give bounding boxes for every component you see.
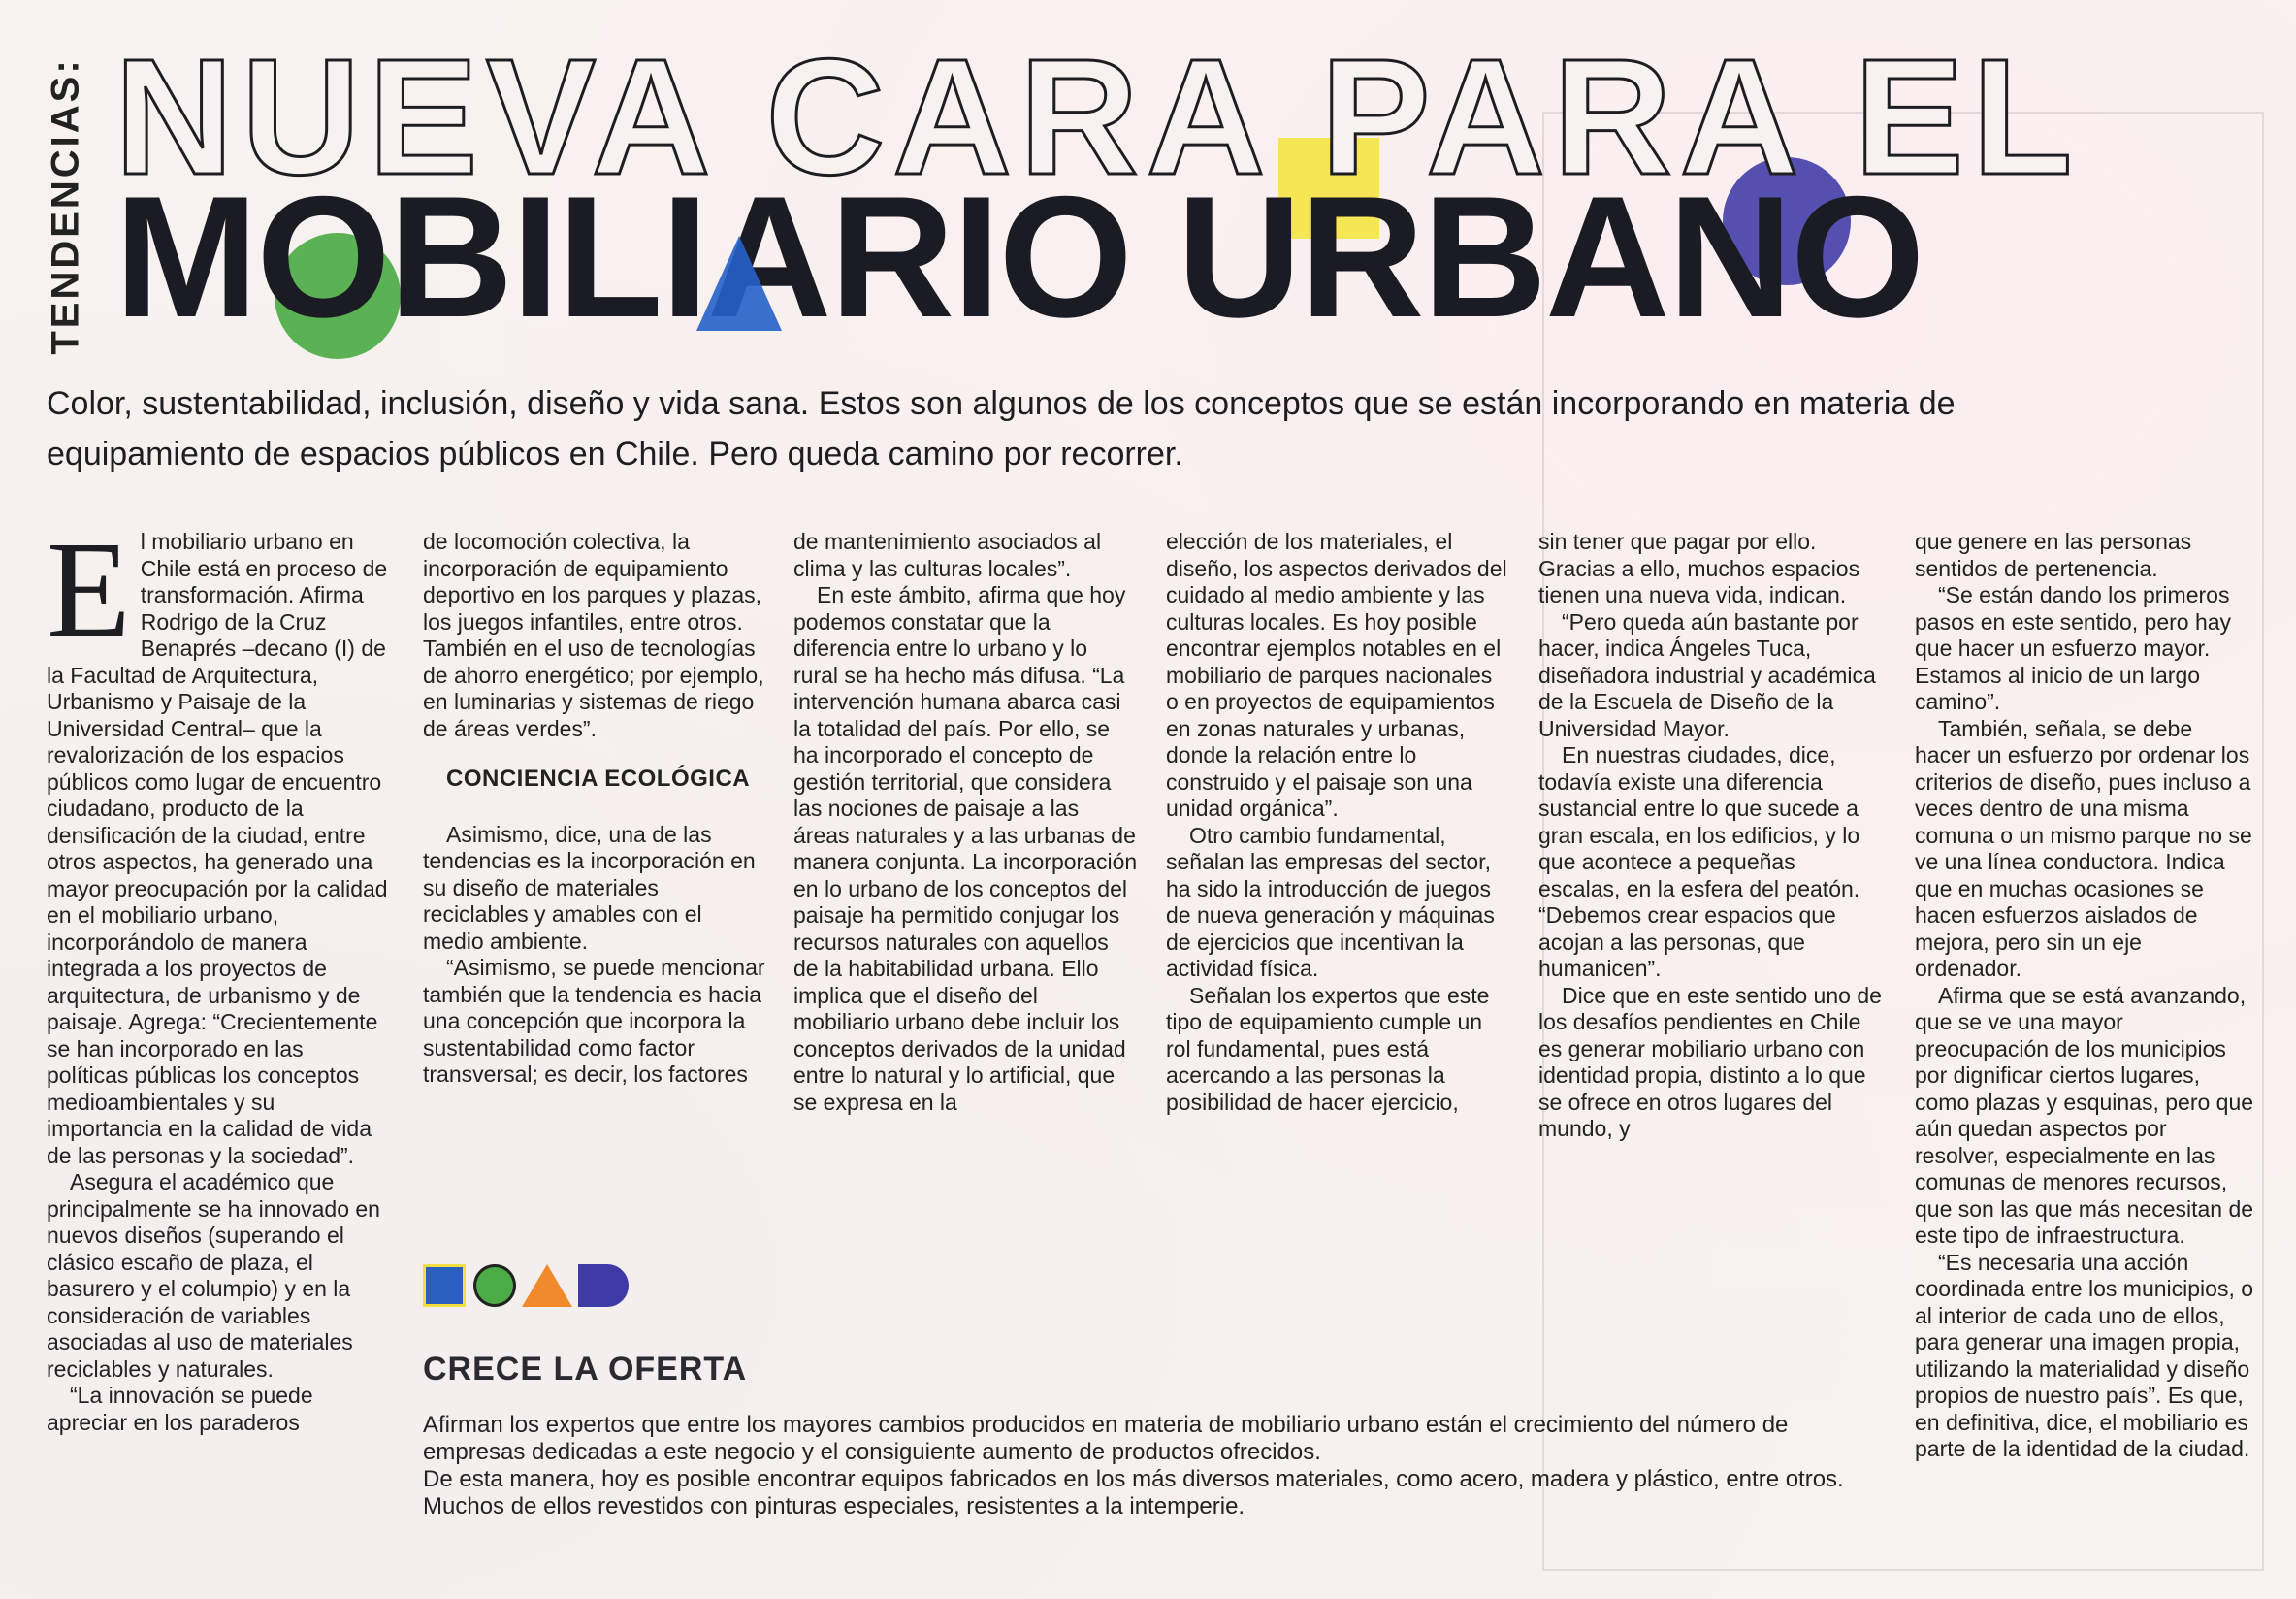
blue-triangle-shape (696, 236, 782, 331)
half-circle-icon (578, 1264, 629, 1307)
circle-icon (473, 1264, 516, 1307)
column-6-paragraph-3: También, señala, se debe hacer un esfuerzo por ordenar los criterios de diseño, pues incluso a veces dentro de una misma comuna o un mismo parque no se ve una línea conductora. Indica que en muchas ocasiones se hacen esfuerzos aislados de mejora, pero sin un eje ordenador. (1915, 715, 2252, 981)
column-5-paragraph-4: Dice que en este sentido uno de los desafíos pendientes en Chile es generar mobiliario urbano con identidad propia, distinto a lo que se ofrece en otros lugares del mundo, y (1538, 982, 1882, 1141)
column-1-paragraph-3: “La innovación se puede apreciar en los paraderos (47, 1383, 313, 1435)
column-1-paragraph-2: Asegura el académico que principalmente se ha innovado en nuevos diseños (superando el clásico escaño de plaza, el basurero y el columpio) y en la consideración de variables asociadas al uso de materiales reciclables y naturales. (47, 1169, 380, 1382)
column-6-paragraph-4: Afirma que se está avanzando, que se ve una mayor preocupación de los municipios por dignificar ciertos lugares, como plazas y esquinas, pero que aún quedan aspectos por resolver, especialmente en las comunas de menores recursos, que son las que más necesitan de este tipo de infraestructura. (1915, 982, 2254, 1248)
crece-paragraph-2: De esta manera, hoy es posible encontrar equipos fabricados en los más diversos materiales, como acero, madera y plástico, entre otros. Muchos de ellos revestidos con pinturas especiales, resistentes a la intemperie. (423, 1466, 1844, 1519)
crece-paragraph-1: Afirman los expertos que entre los mayores cambios producidos en materia de mobiliario urbano están el crecimiento del número de empresas dedicadas a este negocio y el consiguiente aumento de productos ofrecidos. (423, 1412, 1789, 1465)
column-6-paragraph-2: “Se están dando los primeros pasos en este sentido, pero hay que hacer un esfuerzo mayor. Estamos al inicio de un largo camino”. (1915, 582, 2232, 714)
article-column-2 (423, 529, 767, 1089)
subhead-conciencia: CONCIENCIA ECOLÓGICA (446, 766, 751, 792)
square-icon (423, 1264, 466, 1307)
column-2-paragraph-3: “Asimismo, se puede mencionar también que la tendencia es hacia una concepción que incorpora la sustentabilidad como factor transversal; es decir, los factores (423, 955, 765, 1087)
shapes-icon-row (423, 1264, 636, 1311)
column-1-paragraph-1: l mobiliario urbano en Chile está en proceso de transformación. Afirma Rodrigo de la Cruz Benaprés –decano (I) de la Facultad de Arquitectura, Urbanismo y Paisaje de la Universidad Central– que la revalorización de los espacios públicos como lugar de encuentro ciudadano, producto de la densificación de la ciudad, entre otros aspectos, ha generado una mayor preocupación por la calidad en el mobiliario urbano, incorporándolo de manera integrada a los proyectos de arquitectura, de urbanismo y de paisaje. Agrega: “Crecientemente se han incorporado en las políticas públicas los conceptos medioambientales y su importancia en la calidad de vida de las personas y la sociedad”. (47, 529, 388, 1168)
column-5-paragraph-3: En nuestras ciudades, dice, todavía existe una diferencia sustancial entre lo que sucede a gran escala, en los edificios, y lo que acontece a pequeñas escalas, en la esfera del peatón. “Debemos crear espacios que acojan a las personas, que humanicen”. (1538, 742, 1860, 981)
column-3-paragraph-2: En este ámbito, afirma que hoy podemos constatar que la diferencia entre lo urbano y lo rural se ha hecho más difusa. “La intervención humana abarca casi la totalidad del país. Por ello, se ha incorporado el concepto de gestión territorial, que considera las nociones de paisaje a las áreas naturales y a las urbanas de manera conjunta. La incorporación en lo urbano de los conceptos del paisaje ha permitido conjugar los recursos naturales con aquellos de la habitabilidad urbana. Ello implica que el diseño del mobiliario urbano debe incluir los conceptos derivados de la unidad entre lo natural y lo artificial, que se expresa en la (793, 582, 1138, 1115)
column-4-paragraph-1: elección de los materiales, el diseño, los aspectos derivados del cuidado al medio ambiente y las culturas locales. Es hoy posible encontrar ejemplos notables en el mobiliario de parques nacionales o en proyectos de equipamientos en zonas naturales y urbanas, donde la relación entre lo construido y el paisaje son una unidad orgánica”. (1166, 529, 1507, 821)
article-column-6 (1915, 529, 2254, 1463)
article-column-5 (1538, 529, 1883, 1143)
headline-outline: NUEVA CARA PARA EL (114, 25, 2081, 210)
drop-cap: E (47, 512, 131, 666)
column-5-paragraph-1: sin tener que pagar por ello. Gracias a ello, muchos espacios tienen una nueva vida, indican. (1538, 529, 1860, 607)
column-3-paragraph-1: de mantenimiento asociados al clima y las culturas locales”. (793, 529, 1102, 581)
article-column-4 (1166, 529, 1510, 1116)
column-4-paragraph-3: Señalan los expertos que este tipo de equipamiento cumple un rol fundamental, pues está acercando a las personas la posibilidad de hacer ejercicio, (1166, 982, 1490, 1115)
crece-body (423, 1412, 1859, 1520)
column-5-paragraph-2: “Pero queda aún bastante por hacer, indica Ángeles Tuca, diseñadora industrial y académica de la Escuela de Diseño de la Universidad Mayor. (1538, 608, 1876, 741)
lead-paragraph: Color, sustentabilidad, inclusión, diseño y vida sana. Estos son algunos de los conceptos que se están incorporando en materia de equipamiento de espacios públicos en Chile. Pero queda camino por recorrer. (47, 385, 1956, 473)
column-6-paragraph-5: “Es necesaria una acción coordinada entre los municipios, o al interior de cada uno de ellos, para generar una imagen propia, utilizando la materialidad y diseño propios de nuestro país”. Es que, en definitiva, dice, el mobiliario es parte de la identidad de la ciudad. (1915, 1249, 2254, 1461)
kicker-text: TENDENCIAS: (44, 57, 87, 355)
article-column-3 (793, 529, 1138, 1116)
crece-title: CRECE LA OFERTA (423, 1351, 748, 1387)
column-2-paragraph-1: de locomoción colectiva, la incorporación de equipamiento deportivo en los parques y plazas, los juegos infantiles, entre otros. También en el uso de tecnologías de ahorro energético; por ejemplo, en luminarias y sistemas de riego de áreas verdes”. (423, 529, 764, 741)
column-4-paragraph-2: Otro cambio fundamental, señalan las empresas del sector, ha sido la introducción de juegos de nueva generación y máquinas de ejercicios que incentivan la actividad física. (1166, 822, 1495, 981)
headline-main: MOBILIARIO URBANO (114, 160, 1924, 353)
column-2-paragraph-2: Asimismo, dice, una de las tendencias es la incorporación en su diseño de materiales reciclables y amables con el medio ambiente. (423, 821, 756, 954)
column-6-paragraph-1: que genere en las personas sentidos de pertenencia. (1915, 529, 2192, 581)
triangle-icon (522, 1264, 572, 1307)
section-kicker (17, 39, 114, 355)
article-column-1 (47, 512, 391, 1436)
